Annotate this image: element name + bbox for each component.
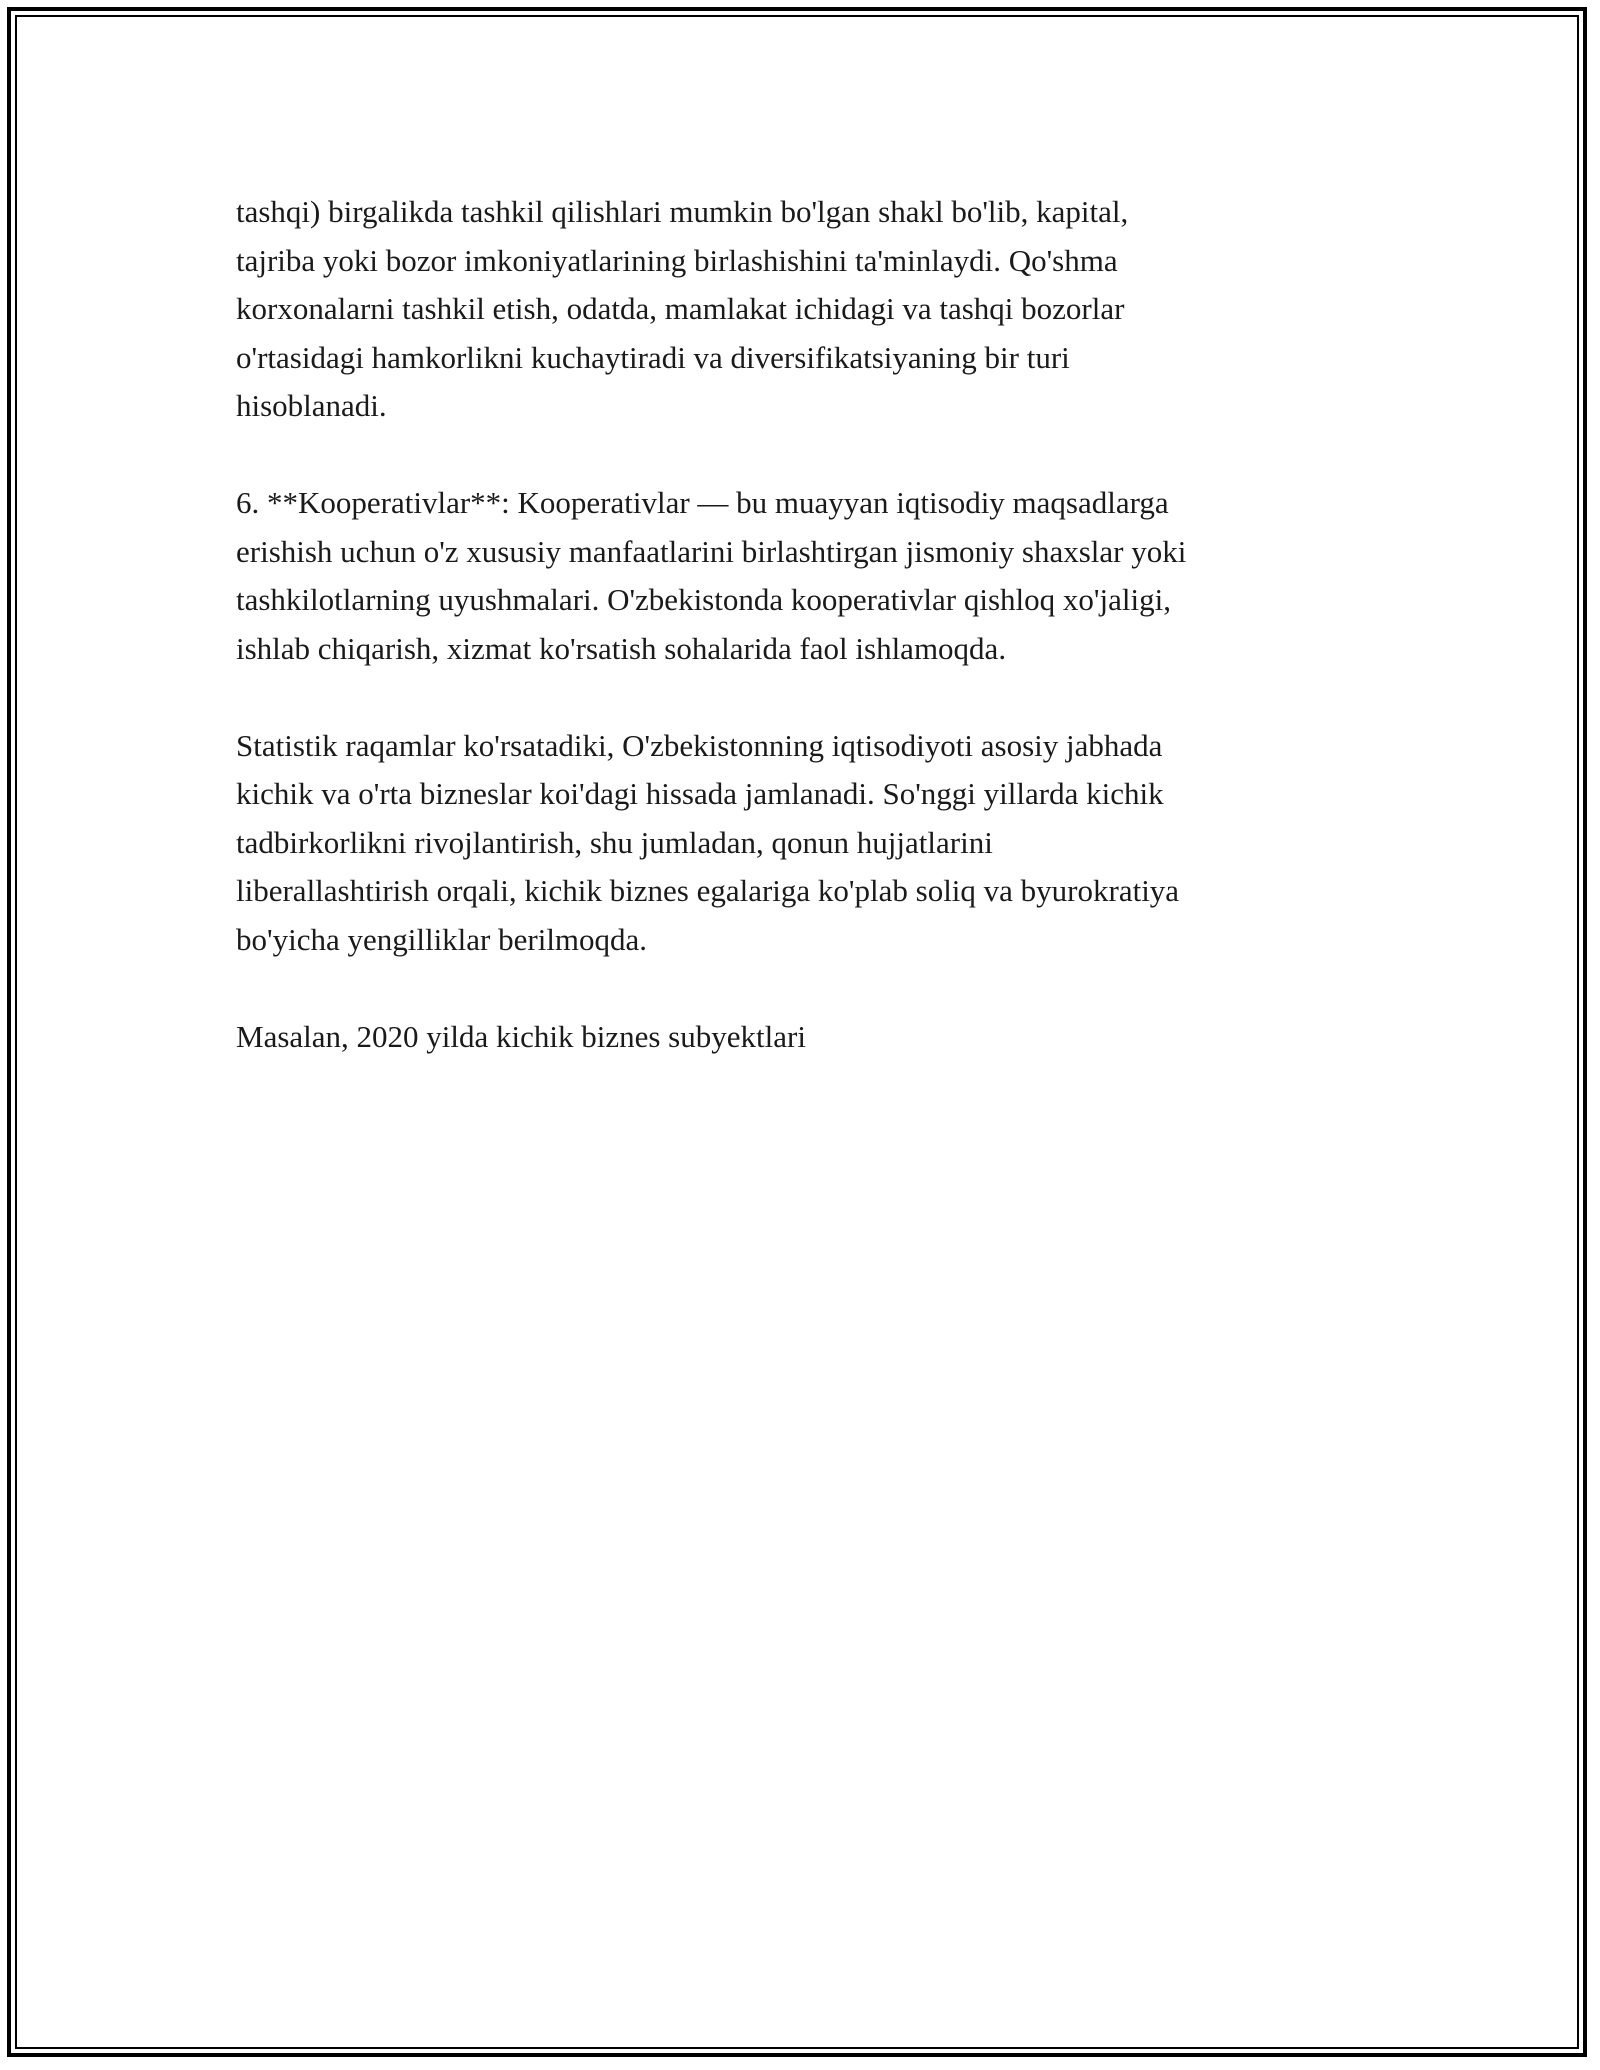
paragraph-statistics: Statistik raqamlar ko'rsatadiki, O'zbekistonning iqtisodiyoti asosiy jabhada kichik va o'rta bizneslar koi'dagi hissada jamlanadi. So'nggi yillarda kichik tadbirkorlikni rivojlantirish, shu jumladan, qonun hujjatlarini liberallashtirish orqali, kichik biznes egalariga ko'plab soliq va byurokratiya bo'yicha yengilliklar berilmoqda. xyxy=(236,727,1180,957)
paragraph-example: Masalan, 2020 yilda kichik biznes subyektlari xyxy=(236,1018,806,1054)
document-body xyxy=(236,188,1386,1061)
paragraph-cooperatives: 6. **Kooperativlar**: Kooperativlar — bu muayyan iqtisodiy maqsadlarga erishish uchun o'z xususiy manfaatlarini birlashtirgan jismoniy shaxslar yoki tashkilotlarning uyushmalari. O'zbekistonda kooperativlar qishloq xo'jaligi, ishlab chiqarish, xizmat ko'rsatish sohalarida faol ishlamoqda. xyxy=(236,485,1187,666)
paragraph-joint-ventures: tashqi) birgalikda tashkil qilishlari mumkin bo'lgan shakl bo'lib, kapital, tajriba yoki bozor imkoniyatlarining birlashishini ta'minlaydi. Qo'shma korxonalarni tashkil etish, odatda, mamlakat ichidagi va tashqi bozorlar o'rtasidagi hamkorlikni kuchaytiradi va diversifikatsiyaning bir turi hisoblanadi. xyxy=(236,194,1129,423)
